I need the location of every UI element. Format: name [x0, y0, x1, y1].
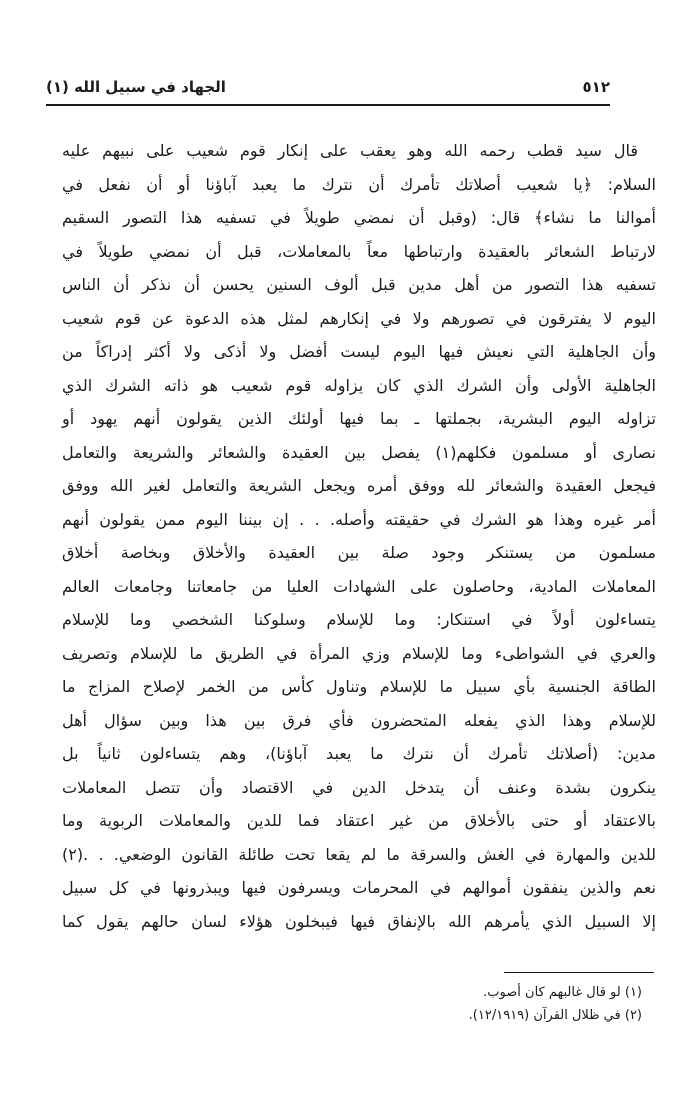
page-number: ٥١٢: [582, 78, 610, 96]
text-line: بالاعتقاد أو حتى بالأخلاق من غير اعتقاد فما للدين والمعاملات الربوية وما: [62, 811, 656, 830]
text-line: للدين والمهارة في الغش والسرقة ما لم يقعا تحت طائلة القانون الوضعي. . .(٢): [62, 844, 656, 864]
text-line: أموالنا ما نشاء﴾ قال: (وقبل أن نمضي طويلاً في تسفيه هذا التصور السقيم: [62, 208, 656, 227]
text-line: إلا السبيل الذي يأمرهم الله بالإنفاق فيها فيبخلون هؤلاء لسان حالهم يقول كما: [62, 911, 656, 931]
chapter-title: الجهاد في سبيل الله (١): [46, 78, 226, 96]
text-line: نصارى أو مسلمون فكلهم(١) يفصل بين العقيدة والشعائر والشريعة والتعامل: [62, 442, 657, 462]
header-divider: [46, 104, 610, 106]
text-line: لارتباط الشعائر بالعقيدة وارتباطها معاً بالمعاملات، قبل أن نمضي طويلاً في: [62, 241, 656, 261]
text-line: أمر غيره وهذا هو الشرك في حقيقته وأصله. . . إن بيننا اليوم ممن يقولون أنهم: [62, 509, 656, 529]
body-text: [62, 134, 656, 938]
text-line: مسلمون من يستنكر وجود صلة بين العقيدة والأخلاق وبخاصة أخلاق: [62, 543, 656, 562]
text-line: تسفيه هذا التصور من أهل مدين قبل ألوف السنين يحسن أن نذكر أن الناس: [62, 275, 656, 294]
text-line: والعري في الشواطىء وما للإسلام وزي المرأة في الطريق ما للإسلام وتصريف: [62, 643, 656, 663]
text-line: الطاقة الجنسية بأي سبيل ما للإسلام وتناول كأس من الخمر لإصلاح المزاج ما: [62, 677, 656, 696]
footnote-divider: [504, 972, 654, 973]
text-line: ينكرون بشدة وعنف أن يتدخل الدين في الاقتصاد وأن تتصل المعاملات: [62, 777, 656, 797]
text-line: فيجعل العقيدة والشعائر لله ووفق أمره ويجعل الشريعة والتعامل لغير الله ووفق: [62, 476, 656, 495]
text-line: يتساءلون أولاً في استنكار: وما للإسلام وسلوكنا الشخصي وما للإسلام: [62, 610, 656, 629]
text-line: مدين: (أصلاتك تأمرك أن نترك ما يعبد آباؤنا)، وهم يتساءلون ثانياً بل: [62, 744, 656, 763]
text-line: المعاملات المادية، وحاصلون على الشهادات العليا من جامعاتنا وجامعات العالم: [62, 576, 656, 596]
text-line: وأن الجاهلية التي نعيش فيها اليوم ليست أفضل ولا أذكى ولا أكثر إدراكاً من: [62, 342, 656, 361]
text-line: نعم والذين ينفقون أموالهم في المحرمات ويسرفون فيها ويبذرونها في كل سبيل: [62, 878, 656, 897]
footnote: (١) لو قال غالبهم كان أصوب.: [483, 985, 642, 1000]
footnote: (٢) في ظلال القرآن (١٢/١٩١٩).: [468, 1007, 642, 1023]
footnotes-section: [62, 982, 642, 1027]
text-line: اليوم لا يفترقون في تصورهم ولا في إنكارهم لمثل هذه الدعوة عن قوم شعيب: [62, 308, 656, 328]
text-line: قال سيد قطب رحمه الله وهو يعقب على إنكار قوم شعيب على نبيهم عليه: [62, 141, 638, 160]
text-line: الجاهلية الأولى وأن الشرك الذي كان يزاوله قوم شعيب هو ذاته الشرك الذي: [62, 375, 656, 395]
page-header: [46, 78, 610, 102]
text-line: السلام: ﴿يا شعيب أصلاتك تأمرك أن نترك ما يعبد آباؤنا أو أن نفعل في: [62, 174, 656, 194]
text-line: تزاوله اليوم البشرية، بجملتها ـ بما فيها أولئك الذين يقولون أنهم يهود أو: [62, 409, 656, 428]
text-line: للإسلام وهذا الذي يفعله المتحضرون فأي فرق بين هذا وبين سؤال أهل: [62, 710, 656, 730]
